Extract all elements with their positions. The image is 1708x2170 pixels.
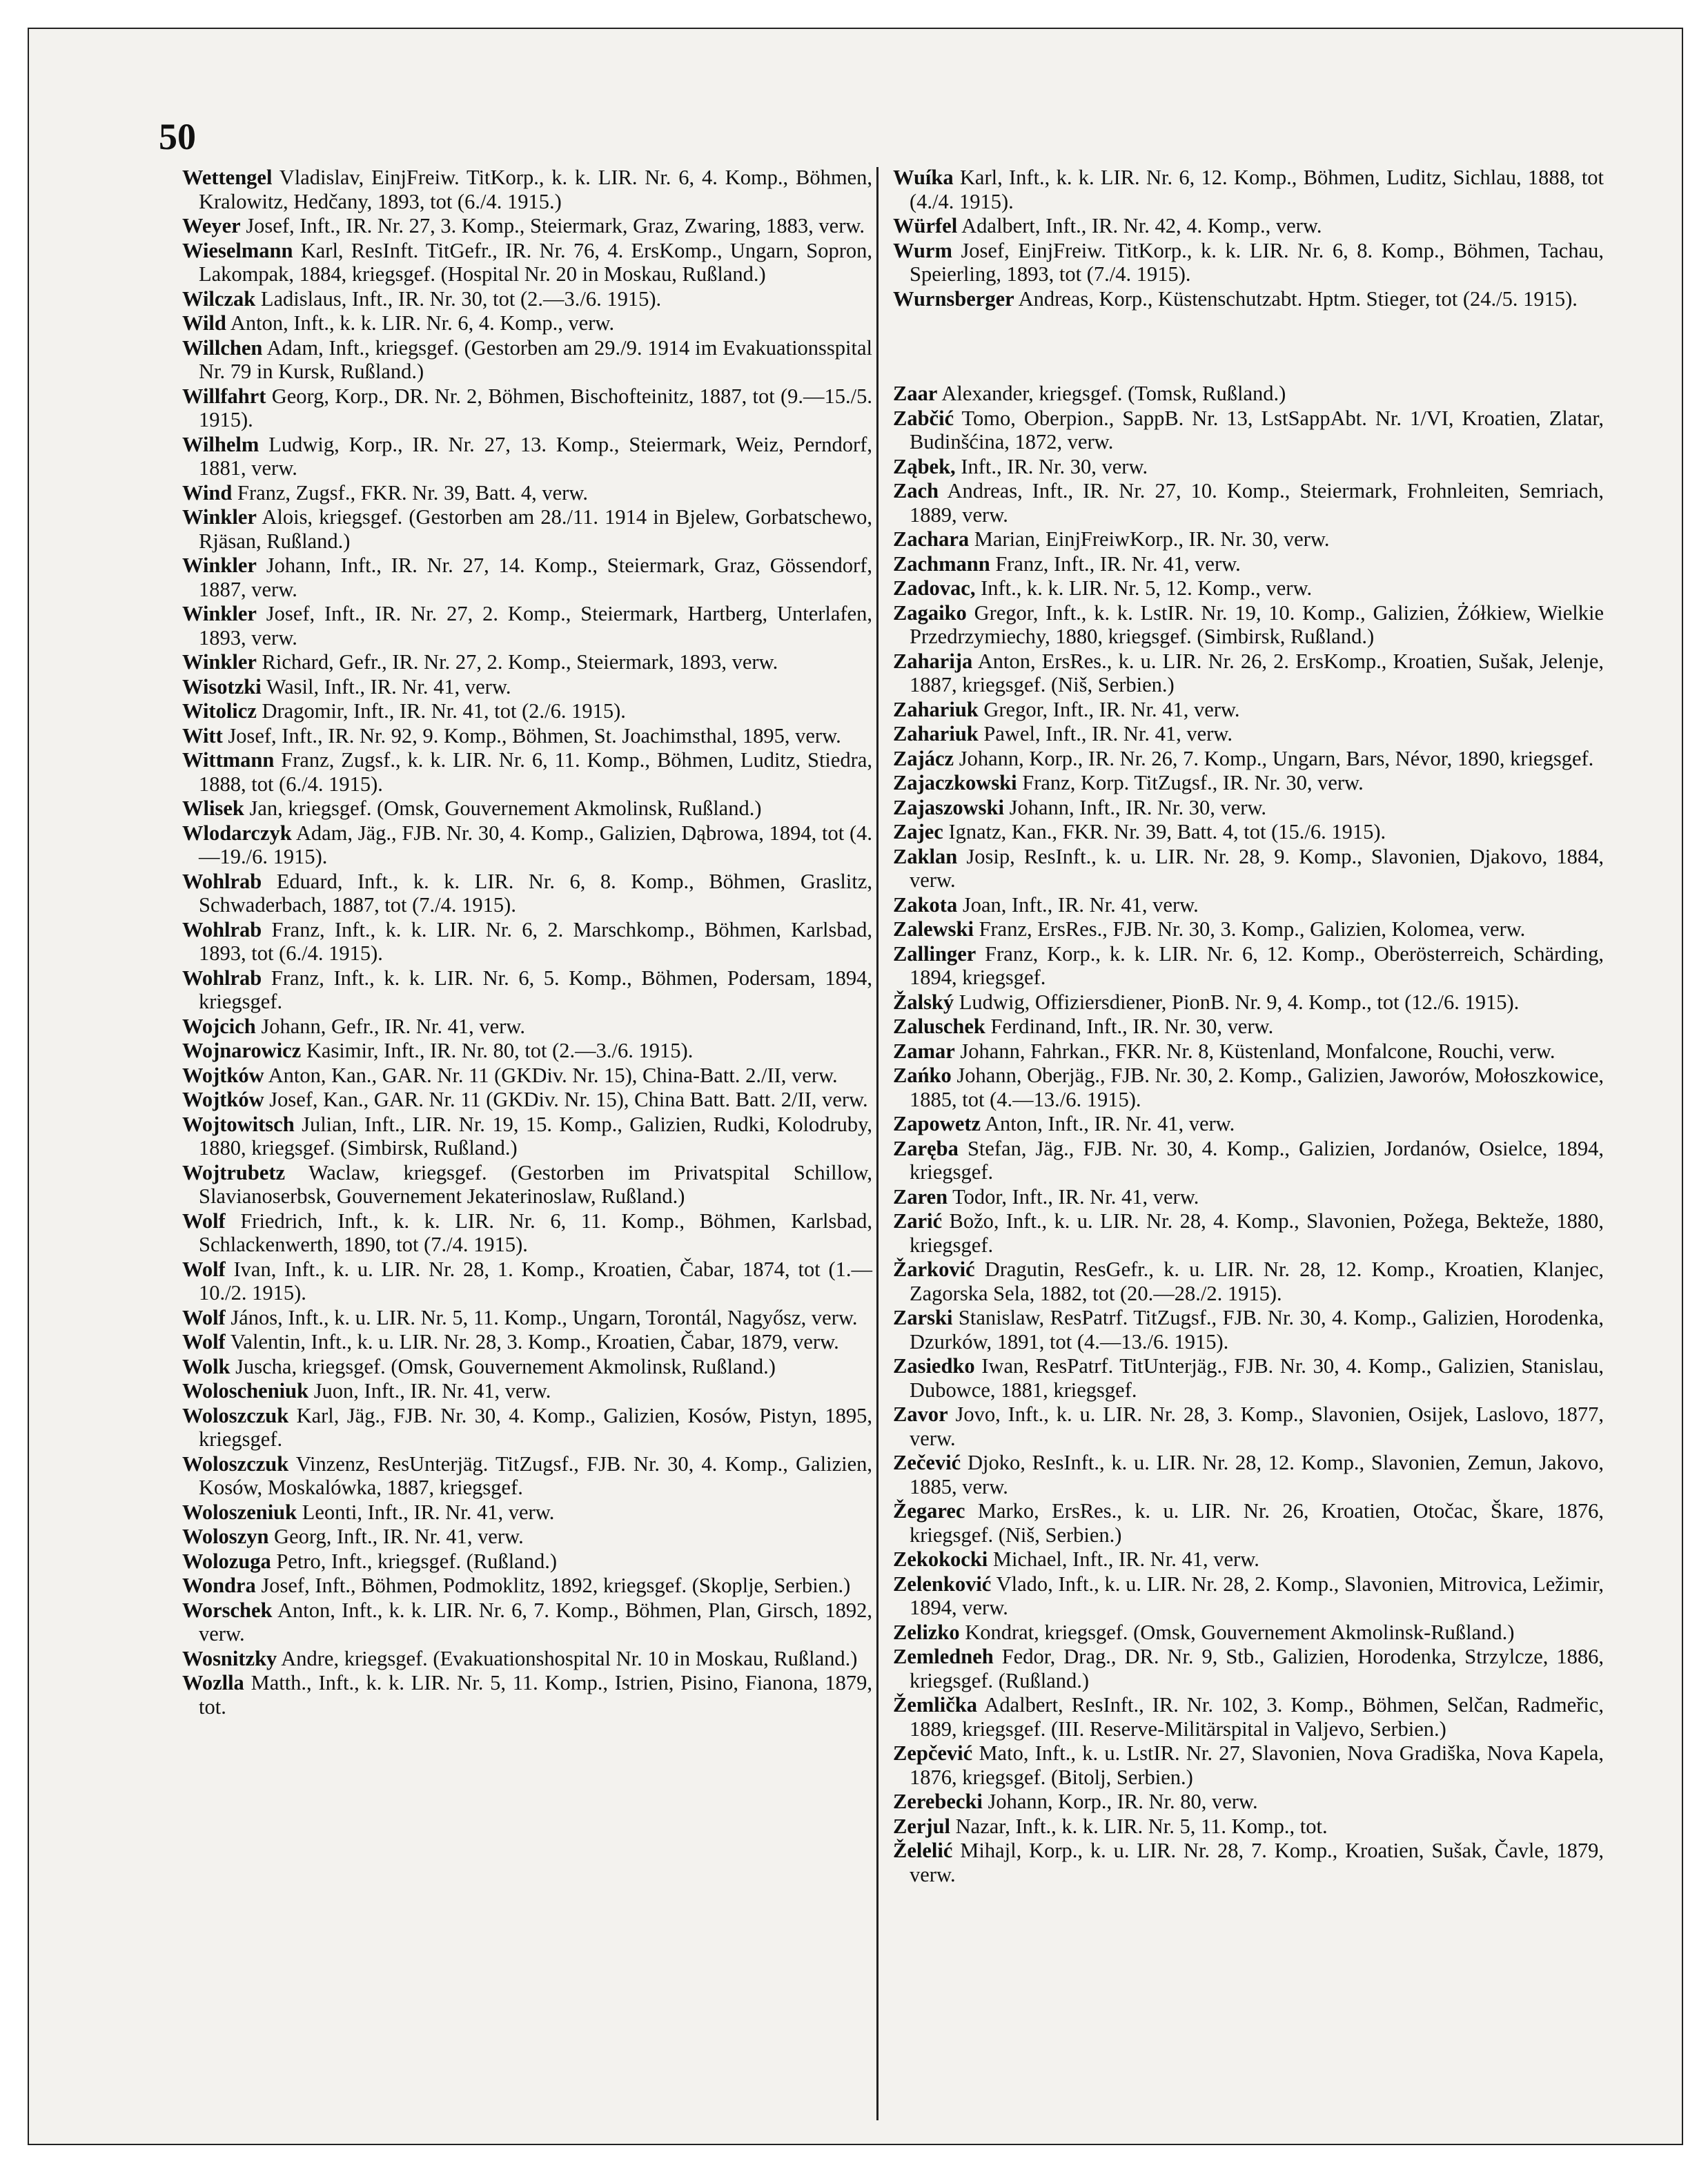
entry-surname: Zalewski [893, 917, 974, 941]
list-item [182, 239, 872, 286]
entry-surname: Zach [893, 479, 939, 502]
list-item [182, 918, 872, 966]
entry-details: Anton, Kan., GAR. Nr. 11 (GKDiv. Nr. 15), China-Batt. 2./II, verw. [268, 1063, 838, 1087]
list-item [182, 1525, 872, 1549]
list-item [182, 1671, 872, 1719]
list-item [893, 552, 1604, 576]
entry-surname: Winkler [182, 650, 257, 674]
entry-surname: Zamar [893, 1039, 955, 1063]
list-item [893, 1354, 1604, 1402]
list-item [893, 214, 1604, 238]
entry-details: Leonti, Inft., IR. Nr. 41, verw. [302, 1500, 555, 1524]
list-item [893, 455, 1604, 479]
entry-details: Dragomir, Inft., IR. Nr. 41, tot (2./6. 1915). [262, 699, 626, 723]
entry-surname: Zečević [893, 1451, 961, 1474]
entry-surname: Wlisek [182, 796, 244, 820]
entry-details: Tomo, Oberpion., SappB. Nr. 13, LstSappAbt. Nr. 1/VI, Kroatien, Zlatar, Budinšćina, 1872, verw. [910, 406, 1604, 453]
list-item [893, 1572, 1604, 1620]
list-item [893, 576, 1604, 600]
entry-surname: Zemledneh [893, 1645, 994, 1668]
entry-details: Juscha, kriegsgef. (Omsk, Gouvernement Akmolinsk, Rußland.) [235, 1354, 776, 1378]
entry-surname: Zerebecki [893, 1790, 983, 1813]
entry-surname: Wojtków [182, 1063, 264, 1087]
entry-surname: Woloscheniuk [182, 1379, 309, 1402]
entry-details: Josef, Inft., IR. Nr. 92, 9. Komp., Böhmen, St. Joachimsthal, 1895, verw. [228, 723, 841, 747]
entry-details: Josip, ResInft., k. u. LIR. Nr. 28, 9. Komp., Slavonien, Djakovo, 1884, verw. [910, 844, 1604, 892]
entry-surname: Wojnarowicz [182, 1039, 302, 1062]
entry-surname: Zachmann [893, 551, 990, 576]
list-item [182, 1015, 872, 1039]
list-item [893, 893, 1604, 917]
entry-details: Wasil, Inft., IR. Nr. 41, verw. [266, 674, 511, 698]
entry-details: Anton, ErsRes., k. u. LIR. Nr. 26, 2. ErsKomp., Kroatien, Sušak, Jelenje, 1887, kriegsgef. (Niš, Serbien.) [910, 649, 1604, 696]
list-item [893, 1402, 1604, 1450]
entry-details: Richard, Gefr., IR. Nr. 27, 2. Komp., Steiermark, 1893, verw. [262, 650, 778, 674]
list-item [893, 1306, 1604, 1353]
list-item [182, 1088, 872, 1112]
entry-details: Andre, kriegsgef. (Evakuationshospital Nr. 10 in Moskau, Rußland.) [281, 1646, 858, 1670]
list-item [893, 239, 1604, 286]
entry-details: Mato, Inft., k. u. LstIR. Nr. 27, Slavonien, Nova Gradiška, Nova Kapela, 1876, kriegsgef. (Bitolj, Serbien.) [910, 1741, 1604, 1789]
section-gap [893, 311, 1604, 382]
entry-surname: Zepčević [893, 1741, 973, 1765]
entry-surname: Ząbek, [893, 454, 956, 478]
entry-surname: Zapowetz [893, 1112, 981, 1135]
entry-details: Johann, Inft., IR. Nr. 27, 14. Komp., Steiermark, Graz, Gössendorf, 1887, verw. [199, 554, 872, 601]
entry-details: Josef, Kan., GAR. Nr. 11 (GKDiv. Nr. 15), China Batt. Batt. 2/II, verw. [269, 1088, 868, 1111]
list-item [893, 1815, 1604, 1839]
entry-details: Franz, Zugsf., k. k. LIR. Nr. 6, 11. Komp., Böhmen, Luditz, Stiedra, 1888, tot (6./4. 1915). [199, 748, 873, 796]
list-item [893, 942, 1604, 990]
entry-surname: Zaren [893, 1184, 948, 1209]
entry-details: Ludwig, Korp., IR. Nr. 27, 13. Komp., Steiermark, Weiz, Perndorf, 1881, verw. [199, 432, 872, 480]
entry-surname: Wuíka [893, 166, 954, 189]
entry-surname: Zelizko [893, 1620, 960, 1644]
entry-details: Johann, Inft., IR. Nr. 30, verw. [1009, 795, 1267, 819]
entry-details: Vlado, Inft., k. u. LIR. Nr. 28, 2. Komp., Slavonien, Mitrovica, Ležimir, 1894, verw. [910, 1572, 1604, 1619]
list-item [893, 1451, 1604, 1498]
entry-surname: Wlodarczyk [182, 821, 292, 845]
list-item [182, 602, 872, 649]
list-item [182, 505, 872, 553]
list-item [182, 1404, 872, 1451]
entry-surname: Zekokocki [893, 1547, 988, 1571]
entry-details: Ladislaus, Inft., IR. Nr. 30, tot (2.—3./6. 1915). [260, 286, 662, 311]
list-item [182, 1113, 872, 1160]
right-column [893, 166, 1604, 1887]
list-item [182, 166, 872, 213]
entry-surname: Wojtków [182, 1088, 264, 1111]
entry-surname: Winkler [182, 554, 257, 577]
entry-details: Kasimir, Inft., IR. Nr. 80, tot (2.—3./6. 1915). [306, 1039, 694, 1062]
entry-details: Johann, Korp., IR. Nr. 26, 7. Komp., Ungarn, Bars, Névor, 1890, kriegsgef. [959, 746, 1594, 770]
entry-surname: Wettengel [182, 166, 273, 189]
entry-details: Josef, Inft., Böhmen, Podmoklitz, 1892, kriegsgef. (Skoplje, Serbien.) [261, 1574, 851, 1597]
entry-details: Alexander, kriegsgef. (Tomsk, Rußland.) [941, 382, 1286, 405]
list-item [182, 1550, 872, 1574]
right-column-z-entries [893, 382, 1604, 1886]
entry-details: János, Inft., k. u. LIR. Nr. 5, 11. Komp., Ungarn, Torontál, Nagyősz, verw. [230, 1305, 858, 1329]
entry-details: Adalbert, ResInft., IR. Nr. 102, 3. Komp., Böhmen, Selčan, Radmeřic, 1889, kriegsgef. (III. Reserve-Militärspital in Valjevo, Serbien.) [910, 1693, 1604, 1741]
list-item [893, 845, 1604, 892]
entry-surname: Würfel [893, 214, 958, 237]
entry-details: Vinzenz, ResUnterjäg. TitZugsf., FJB. Nr. 30, 4. Komp., Galizien, Kosów, Moskalówka, 1887, kriegsgef. [199, 1451, 872, 1499]
entry-details: Nazar, Inft., k. k. LIR. Nr. 5, 11. Komp., tot. [955, 1814, 1328, 1838]
page-number: 50 [159, 116, 196, 157]
list-item [182, 724, 872, 748]
entry-details: Franz, ErsRes., FJB. Nr. 30, 3. Komp., Galizien, Kolomea, verw. [979, 917, 1526, 941]
list-item [182, 1039, 872, 1063]
entry-surname: Wojcich [182, 1014, 256, 1038]
list-item [893, 1790, 1604, 1814]
column-divider [876, 167, 878, 2120]
entry-details: Juon, Inft., IR. Nr. 41, verw. [313, 1379, 551, 1402]
list-item [893, 1015, 1604, 1039]
entry-details: Kondrat, kriegsgef. (Omsk, Gouvernement Akmolinsk-Rußland.) [965, 1620, 1515, 1644]
list-item [182, 1306, 872, 1330]
entry-surname: Wieselmann [182, 238, 293, 262]
entry-details: Josef, Inft., IR. Nr. 27, 2. Komp., Steiermark, Hartberg, Unterlafen, 1893, verw. [199, 602, 872, 649]
entry-surname: Zaluschek [893, 1015, 985, 1038]
entry-surname: Witt [182, 723, 223, 747]
entry-details: Jan, kriegsgef. (Omsk, Gouvernement Akmolinsk, Rußland.) [249, 796, 762, 820]
entry-surname: Zavor [893, 1402, 948, 1426]
entry-surname: Zasiedko [893, 1354, 975, 1378]
entry-surname: Woloszczuk [182, 1451, 289, 1476]
list-item [893, 820, 1604, 844]
entry-details: Friedrich, Inft., k. k. LIR. Nr. 6, 11. Komp., Böhmen, Karlsbad, Schlackenwerth, 1890, tot (7./4. 1915). [199, 1209, 872, 1256]
entry-surname: Zabčić [893, 406, 954, 430]
list-item [182, 1209, 872, 1257]
list-item [893, 796, 1604, 820]
list-item [893, 722, 1604, 746]
list-item [182, 1647, 872, 1671]
entry-surname: Witolicz [182, 699, 257, 723]
entry-details: Eduard, Inft., k. k. LIR. Nr. 6, 8. Komp., Böhmen, Graslitz, Schwaderbach, 1887, tot (7./4. 1915). [199, 869, 873, 917]
entry-details: Adam, Inft., kriegsgef. (Gestorben am 29./9. 1914 im Evakuationsspital Nr. 79 in Kursk, Rußland.) [199, 335, 872, 383]
entry-surname: Wohlrab [182, 966, 262, 990]
list-item [182, 1574, 872, 1598]
list-item [893, 1039, 1604, 1064]
entry-surname: Zallinger [893, 941, 976, 966]
entry-details: Anton, Inft., k. k. LIR. Nr. 6, 7. Komp., Böhmen, Plan, Girsch, 1892, verw. [199, 1598, 872, 1645]
list-item [893, 479, 1604, 527]
entry-surname: Willfahrt [182, 384, 266, 408]
entry-surname: Zahariuk [893, 697, 979, 721]
entry-surname: Wurm [893, 238, 952, 262]
entry-surname: Wojtowitsch [182, 1112, 295, 1136]
entry-surname: Wolf [182, 1330, 226, 1353]
entry-surname: Žarković [893, 1258, 975, 1281]
entry-surname: Žalský [893, 990, 954, 1014]
list-item [893, 601, 1604, 649]
entry-surname: Worschek [182, 1598, 273, 1622]
list-item [893, 382, 1604, 406]
entry-details: Adalbert, Inft., IR. Nr. 42, 4. Komp., verw. [961, 214, 1322, 237]
entry-details: Josef, Inft., IR. Nr. 27, 3. Komp., Steiermark, Graz, Zwaring, 1883, verw. [246, 214, 865, 237]
entry-details: Stanislaw, ResPatrf. TitZugsf., FJB. Nr. 30, 4. Komp., Galizien, Horodenka, Dzurków, 1891, tot (4.—13./6. 1915). [910, 1306, 1604, 1353]
entry-surname: Wilhelm [182, 432, 259, 456]
entry-surname: Wilczak [182, 286, 256, 311]
entry-details: Johann, Fahrkan., FKR. Nr. 8, Küstenland, Monfalcone, Rouchi, verw. [960, 1039, 1555, 1063]
list-item [182, 675, 872, 699]
entry-details: Waclaw, kriegsgef. (Gestorben im Privatspital Schillow, Slavianoserbsk, Gouvernement Jekaterinoslaw, Rußland.) [199, 1160, 872, 1208]
list-item [893, 747, 1604, 771]
entry-details: Karl, Jäg., FJB. Nr. 30, 4. Komp., Galizien, Kosów, Pistyn, 1895, kriegsgef. [199, 1403, 872, 1451]
entry-surname: Wolf [182, 1209, 226, 1233]
entry-surname: Weyer [182, 214, 241, 237]
list-item [182, 1379, 872, 1403]
list-item [182, 336, 872, 384]
list-item [182, 650, 872, 674]
entry-surname: Wild [182, 311, 226, 335]
entry-details: Ivan, Inft., k. u. LIR. Nr. 28, 1. Komp., Kroatien, Čabar, 1874, tot (1.—10./2. 1915). [199, 1257, 872, 1304]
list-item [182, 287, 872, 311]
entry-surname: Wojtrubetz [182, 1160, 286, 1184]
entry-details: Johann, Korp., IR. Nr. 80, verw. [988, 1790, 1258, 1813]
entry-details: Inft., IR. Nr. 30, verw. [961, 454, 1148, 478]
entry-details: Ferdinand, Inft., IR. Nr. 30, verw. [990, 1015, 1274, 1038]
entry-surname: Zaklan [893, 844, 958, 868]
list-item [893, 1112, 1604, 1136]
entry-surname: Wolozuga [182, 1549, 271, 1573]
entry-details: Fedor, Drag., DR. Nr. 9, Stb., Galizien, Horodenka, Strzylcze, 1886, kriegsgef. (Rußland.) [910, 1645, 1604, 1692]
entry-surname: Wondra [182, 1574, 256, 1597]
entry-surname: Wosnitzky [182, 1646, 277, 1670]
entry-details: Petro, Inft., kriegsgef. (Rußland.) [276, 1549, 557, 1573]
list-item [182, 481, 872, 505]
entry-details: Franz, Zugsf., FKR. Nr. 39, Batt. 4, verw. [237, 480, 588, 505]
entry-surname: Woloszczuk [182, 1403, 289, 1427]
list-item [893, 1499, 1604, 1547]
entry-surname: Willchen [182, 335, 263, 360]
entry-details: Julian, Inft., LIR. Nr. 19, 15. Komp., Galizien, Rudki, Kolodruby, 1880, kriegsgef. (Simbirsk, Rußland.) [199, 1112, 873, 1160]
entry-details: Josef, EinjFreiw. TitKorp., k. k. LIR. Nr. 6, 8. Komp., Böhmen, Tachau, Speierling, 1893, tot (7./4. 1915). [910, 238, 1604, 286]
entry-details: Stefan, Jäg., FJB. Nr. 30, 4. Komp., Galizien, Jordanów, Osielce, 1894, kriegsgef. [910, 1136, 1604, 1184]
entry-details: Pawel, Inft., IR. Nr. 41, verw. [983, 722, 1233, 745]
entry-details: Johann, Oberjäg., FJB. Nr. 30, 2. Komp., Galizien, Jaworów, Mołoszkowice, 1885, tot (4.—13./6. 1915). [910, 1064, 1604, 1111]
entry-surname: Zachara [893, 527, 970, 551]
list-item [182, 966, 872, 1014]
entry-details: Ignatz, Kan., FKR. Nr. 39, Batt. 4, tot (15./6. 1915). [948, 820, 1386, 843]
entry-details: Franz, Inft., IR. Nr. 41, verw. [995, 551, 1241, 576]
scanned-page [28, 28, 1683, 2145]
list-item [182, 1355, 872, 1379]
entry-surname: Wohlrab [182, 917, 262, 941]
list-item [893, 527, 1604, 551]
list-item [182, 214, 872, 238]
entry-details: Anton, Inft., IR. Nr. 41, verw. [985, 1112, 1235, 1135]
list-item [182, 384, 872, 432]
entry-details: Anton, Inft., k. k. LIR. Nr. 6, 4. Komp., verw. [230, 311, 615, 335]
entry-details: Karl, Inft., k. k. LIR. Nr. 6, 12. Komp., Böhmen, Luditz, Sichlau, 1888, tot (4./4. 1915). [910, 166, 1604, 213]
entry-surname: Zajaczkowski [893, 771, 1017, 794]
entry-details: Jovo, Inft., k. u. LIR. Nr. 28, 3. Komp., Slavonien, Osijek, Laslovo, 1877, verw. [910, 1402, 1604, 1450]
entry-surname: Zajaszowski [893, 795, 1004, 819]
list-item [893, 698, 1604, 722]
entry-surname: Zajácz [893, 746, 954, 770]
entry-details: Matth., Inft., k. k. LIR. Nr. 5, 11. Komp., Istrien, Pisino, Fianona, 1879, tot. [199, 1671, 872, 1719]
entry-surname: Wolf [182, 1257, 226, 1281]
list-item [182, 1064, 872, 1088]
entry-details: Adam, Jäg., FJB. Nr. 30, 4. Komp., Galizien, Dąbrowa, 1894, tot (4.—19./6. 1915). [199, 821, 872, 868]
list-item [182, 1599, 872, 1646]
entry-details: Karl, ResInft. TitGefr., IR. Nr. 76, 4. ErsKomp., Ungarn, Sopron, Lakompak, 1884, kriegsgef. (Hospital Nr. 20 in Moskau, Rußland.) [199, 238, 873, 286]
entry-details: Franz, Inft., k. k. LIR. Nr. 6, 2. Marschkomp., Böhmen, Karlsbad, 1893, tot (6./4. 1915). [199, 917, 872, 965]
list-item [893, 1839, 1604, 1886]
list-item [893, 1258, 1604, 1305]
entry-details: Alois, kriegsgef. (Gestorben am 28./11. 1914 in Bjelew, Gorbatschewo, Rjäsan, Rußland.) [199, 505, 872, 553]
list-item [893, 1693, 1604, 1741]
list-item [893, 917, 1604, 941]
list-item [182, 1452, 872, 1500]
entry-surname: Zańko [893, 1064, 952, 1087]
entry-surname: Zarski [893, 1306, 953, 1329]
entry-surname: Wohlrab [182, 869, 262, 893]
entry-details: Iwan, ResPatrf. TitUnterjäg., FJB. Nr. 30, 4. Komp., Galizien, Stanislau, Dubowce, 1881, kriegsgef. [910, 1354, 1604, 1402]
entry-details: Johann, Gefr., IR. Nr. 41, verw. [261, 1014, 525, 1038]
entry-details: Gregor, Inft., IR. Nr. 41, verw. [983, 697, 1240, 721]
entry-surname: Wozlla [182, 1671, 244, 1694]
entry-details: Andreas, Korp., Küstenschutzabt. Hptm. Stieger, tot (24./5. 1915). [1018, 286, 1578, 311]
entry-surname: Wind [182, 480, 233, 505]
entry-details: Marko, ErsRes., k. u. LIR. Nr. 26, Kroatien, Otočac, Škare, 1876, kriegsgef. (Niš, Serbien.) [910, 1499, 1604, 1547]
right-column-w-entries [893, 166, 1604, 311]
list-item [182, 821, 872, 869]
list-item [893, 1621, 1604, 1645]
entry-surname: Zaharija [893, 649, 973, 673]
list-item [182, 433, 872, 480]
list-item [893, 990, 1604, 1015]
entry-surname: Wurnsberger [893, 286, 1014, 311]
list-item [893, 287, 1604, 311]
list-item [893, 1645, 1604, 1692]
list-item [182, 1161, 872, 1209]
list-item [893, 1209, 1604, 1257]
list-item [182, 748, 872, 796]
list-item [893, 1741, 1604, 1789]
list-item [893, 1064, 1604, 1111]
list-item [893, 407, 1604, 454]
entry-surname: Želelić [893, 1839, 953, 1862]
list-item [182, 870, 872, 917]
entry-details: Ludwig, Offiziersdiener, PionB. Nr. 9, 4. Komp., tot (12./6. 1915). [959, 990, 1520, 1014]
list-item [893, 1185, 1604, 1209]
entry-surname: Wittmann [182, 748, 275, 772]
entry-details: Todor, Inft., IR. Nr. 41, verw. [952, 1184, 1199, 1209]
entry-details: Djoko, ResInft., k. u. LIR. Nr. 28, 12. Komp., Slavonien, Zemun, Jakovo, 1885, verw. [910, 1451, 1604, 1498]
entry-details: Valentin, Inft., k. u. LIR. Nr. 28, 3. Komp., Kroatien, Čabar, 1879, verw. [230, 1330, 839, 1353]
entry-details: Gregor, Inft., k. k. LstIR. Nr. 19, 10. Komp., Galizien, Żółkiew, Wielkie Przedrzymiechy, 1880, kriegsgef. (Simbirsk, Rußland.) [910, 600, 1604, 648]
entry-details: Georg, Inft., IR. Nr. 41, verw. [274, 1525, 524, 1548]
entry-details: Andreas, Inft., IR. Nr. 27, 10. Komp., Steiermark, Frohnleiten, Semriach, 1889, verw. [910, 479, 1604, 527]
entry-surname: Wisotzki [182, 674, 262, 698]
entry-surname: Winkler [182, 602, 257, 625]
entry-surname: Zaar [893, 382, 938, 405]
list-item [182, 796, 872, 821]
list-item [893, 771, 1604, 795]
list-item [182, 1330, 872, 1354]
entry-details: Franz, Inft., k. k. LIR. Nr. 6, 5. Komp., Böhmen, Podersam, 1894, kriegsgef. [199, 966, 873, 1013]
entry-details: Franz, Korp., k. k. LIR. Nr. 6, 12. Komp., Oberösterreich, Schärding, 1894, kriegsgef. [910, 941, 1604, 989]
list-item [182, 1258, 872, 1305]
entry-surname: Zagaiko [893, 600, 967, 625]
entry-surname: Zaręba [893, 1136, 959, 1160]
list-item [893, 1137, 1604, 1184]
entry-surname: Winkler [182, 505, 257, 529]
entry-details: Georg, Korp., DR. Nr. 2, Böhmen, Bischofteinitz, 1887, tot (9.—15./5. 1915). [199, 384, 872, 431]
entry-surname: Woloszeniuk [182, 1500, 297, 1524]
entry-details: Michael, Inft., IR. Nr. 41, verw. [992, 1547, 1259, 1571]
entry-surname: Žegarec [893, 1499, 965, 1523]
entry-surname: Žemlička [893, 1693, 977, 1717]
entry-surname: Zajec [893, 820, 943, 843]
entry-surname: Zahariuk [893, 722, 979, 745]
entry-details: Joan, Inft., IR. Nr. 41, verw. [962, 892, 1199, 917]
list-item [182, 554, 872, 601]
list-item [182, 699, 872, 723]
list-item [893, 1547, 1604, 1572]
entry-details: Božo, Inft., k. u. LIR. Nr. 28, 4. Komp., Slavonien, Požega, Bekteže, 1880, kriegsgef. [910, 1209, 1604, 1257]
entry-surname: Zarić [893, 1209, 943, 1233]
list-item [893, 649, 1604, 697]
left-column [182, 166, 872, 1719]
entry-surname: Wolk [182, 1354, 230, 1378]
entry-details: Franz, Korp. TitZugsf., IR. Nr. 30, verw. [1022, 771, 1364, 794]
entry-surname: Woloszyn [182, 1525, 269, 1548]
list-item [182, 1501, 872, 1525]
entry-surname: Zelenković [893, 1572, 992, 1596]
list-item [182, 311, 872, 335]
entry-surname: Wolf [182, 1305, 226, 1329]
entry-details: Dragutin, ResGefr., k. u. LIR. Nr. 28, 12. Komp., Kroatien, Klanjec, Zagorska Sela, 1882, tot (20.—28./2. 1915). [910, 1258, 1604, 1305]
entry-details: Mihajl, Korp., k. u. LIR. Nr. 28, 7. Komp., Kroatien, Sušak, Čavle, 1879, verw. [910, 1839, 1604, 1886]
entry-details: Inft., k. k. LIR. Nr. 5, 12. Komp., verw. [981, 576, 1313, 600]
entry-surname: Zakota [893, 892, 958, 917]
list-item [893, 166, 1604, 213]
entry-details: Marian, EinjFreiwKorp., IR. Nr. 30, verw. [974, 527, 1330, 551]
entry-details: Vladislav, EinjFreiw. TitKorp., k. k. LIR. Nr. 6, 4. Komp., Böhmen, Kralowitz, Hedčany, 1893, tot (6./4. 1915.) [199, 166, 873, 213]
entry-surname: Zerjul [893, 1814, 951, 1838]
entry-surname: Zadovac, [893, 576, 976, 600]
